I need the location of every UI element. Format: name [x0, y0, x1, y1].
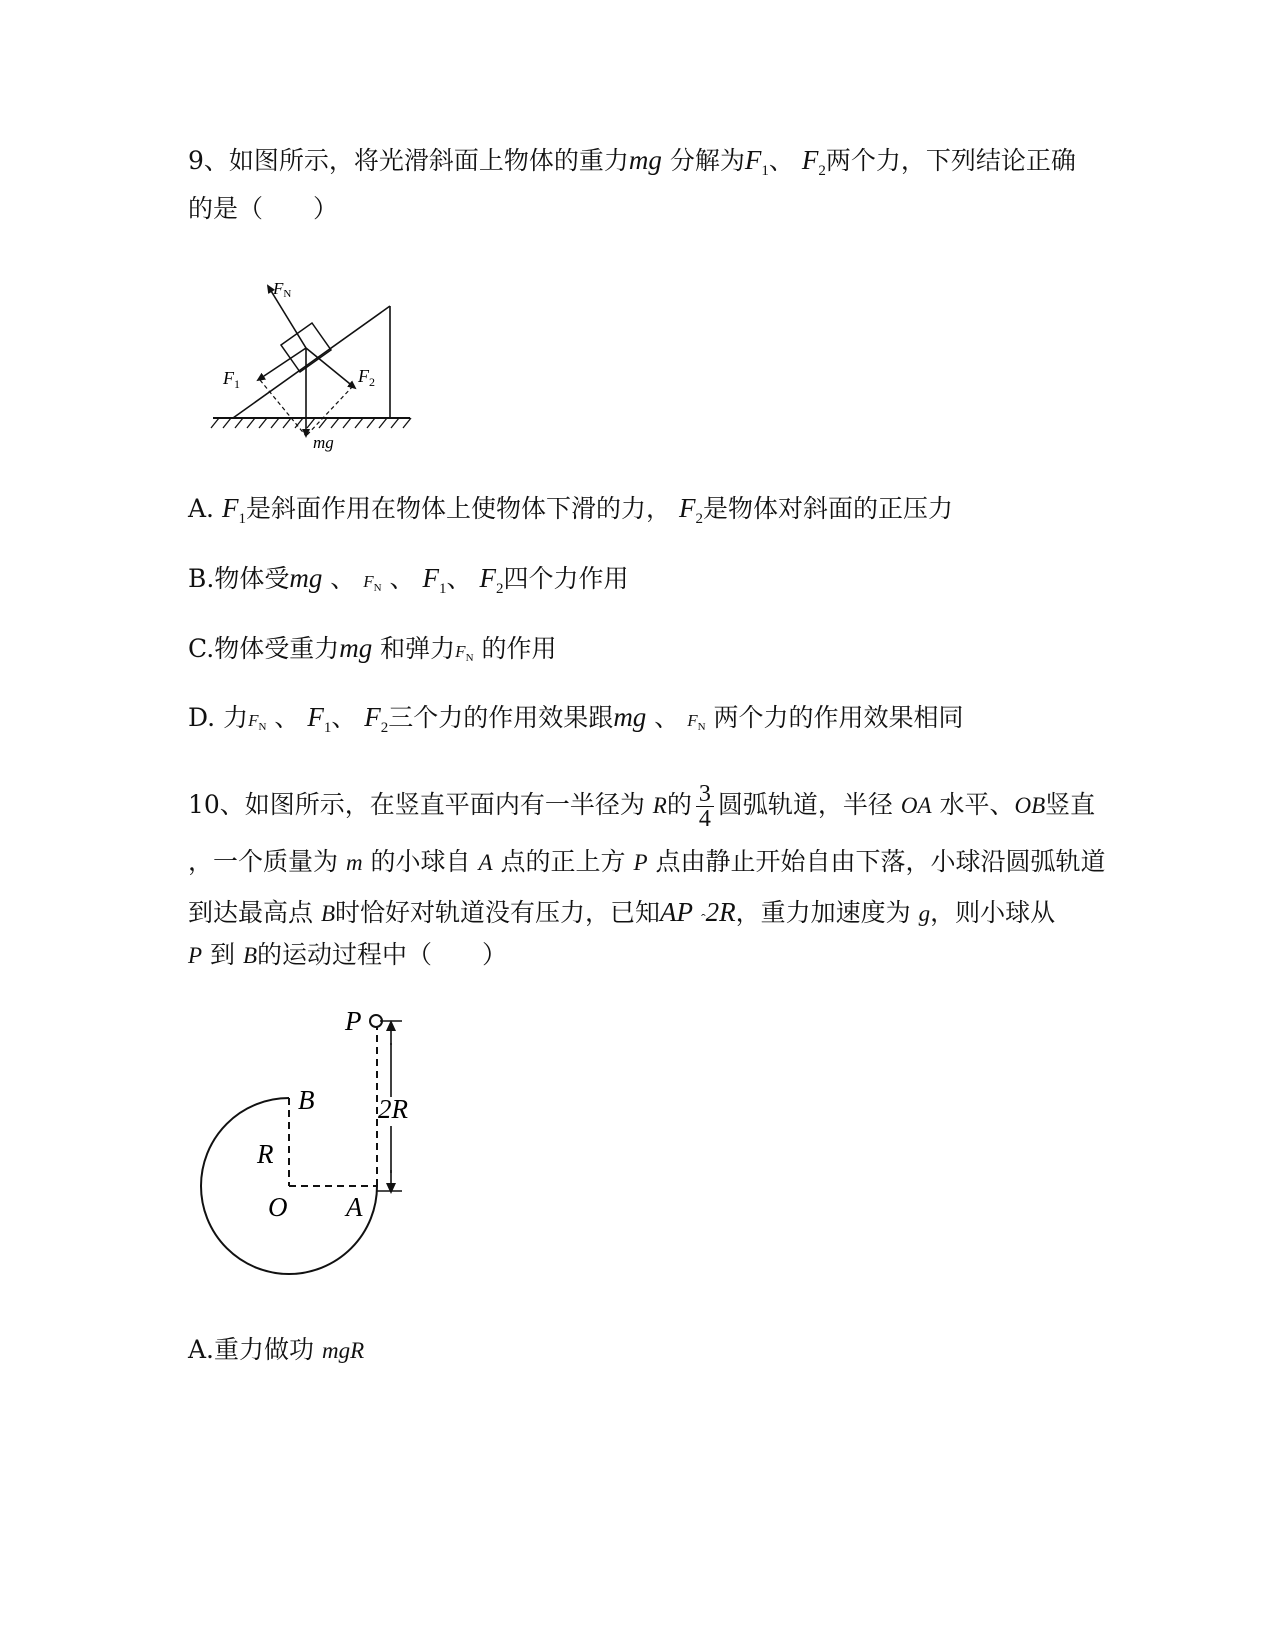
option-label: A.: [188, 494, 215, 523]
option-text: 和弹力: [380, 634, 456, 663]
f1-symbol: $F_1$: [744, 145, 769, 179]
option-label: B.: [188, 564, 215, 593]
f2-symbol: $F_2$: [479, 563, 504, 597]
separator: 、: [446, 564, 472, 593]
q10-stem-text: 时恰好对轨道没有压力，已知: [335, 898, 661, 927]
q10-stem-text: 10、如图所示，在竖直平面内有一半径为: [188, 790, 645, 819]
q9-stem-line2: 的是（ ）: [188, 194, 339, 223]
two-r-value: 2R: [705, 897, 736, 927]
option-label: A.: [188, 1335, 215, 1364]
q9-stem-text: 9、如图所示，将光滑斜面上物体的重力: [188, 146, 629, 175]
q9-option-b: [188, 561, 628, 606]
option-label: C.: [188, 634, 215, 663]
mgr-symbol: mgR: [321, 1338, 365, 1363]
q10-stem-text: 点的正上方: [500, 847, 626, 876]
fn-symbol: $F_N$: [363, 572, 382, 594]
mg-symbol: mg: [339, 633, 373, 663]
q10-stem-text: 点由静止开始自由下落，小球沿圆弧轨道: [655, 847, 1106, 876]
f2-arrow: [306, 348, 355, 388]
q10-stem-line2: [188, 845, 1106, 880]
r-label: R: [257, 1139, 274, 1169]
g-symbol: g: [918, 901, 931, 926]
f1-symbol: $F_1$: [422, 563, 447, 597]
q10-stem-text: 水平、: [939, 790, 1015, 819]
ground-hatching: [211, 418, 411, 428]
f2-label: $F_2$: [358, 366, 375, 389]
q10-stem-text: 到: [210, 940, 236, 969]
q10-stem-line1: [188, 782, 1095, 831]
separator: 、: [381, 564, 415, 593]
q10-track-figure: [190, 1005, 420, 1305]
r-symbol: R: [652, 793, 667, 818]
f1-symbol: $F_1$: [307, 702, 332, 736]
q9-stem-text: 两个力，下列结论正确: [825, 146, 1076, 175]
f1-symbol: $F_1$: [221, 493, 246, 527]
f2-symbol: $F_2$: [364, 702, 389, 736]
dashed-line: [306, 386, 353, 436]
p-symbol: P: [633, 850, 648, 875]
option-text: 四个力作用: [503, 564, 629, 593]
option-text: 两个力的作用效果相同: [713, 703, 964, 732]
p-label: P: [345, 1006, 362, 1036]
q9-option-a: [188, 491, 953, 536]
two-r-label: 2R: [378, 1094, 408, 1124]
a-label: A: [346, 1192, 363, 1222]
p-symbol: P: [188, 943, 203, 968]
q10-option-a: [188, 1333, 364, 1368]
option-label: D.: [188, 703, 216, 732]
q10-stem-text: 竖直: [1045, 790, 1096, 819]
option-text: 力: [223, 703, 249, 732]
fn-symbol: $F_N$: [687, 711, 706, 733]
o-label: O: [268, 1192, 288, 1222]
f1-arrow: [258, 348, 306, 380]
b-label: B: [298, 1085, 315, 1115]
oa-symbol: OA: [900, 793, 932, 818]
q10-stem-text: ，重力加速度为: [735, 898, 911, 927]
fn-symbol: $F_N$: [248, 711, 267, 733]
mg-label: mg: [313, 433, 334, 452]
garbled-symbol: ꞈ: [701, 901, 706, 917]
q10-stem-text: ，一个质量为: [188, 847, 339, 876]
m-symbol: m: [345, 850, 363, 875]
q10-stem-text: ，则小球从: [930, 898, 1056, 927]
q9-option-c: [188, 631, 556, 675]
q9-option-d: [188, 700, 964, 745]
option-text: 物体受: [214, 564, 290, 593]
q9-stem-line1: [188, 143, 1076, 188]
fn-symbol: $F_N$: [455, 642, 474, 664]
f2-symbol: $F_2$: [678, 493, 703, 527]
fraction-three-quarters: $\frac{3}{4}$: [696, 782, 714, 831]
q10-stem-line3: [188, 892, 1055, 931]
q10-stem-line4: [188, 938, 507, 973]
option-text: 三个力的作用效果跟: [388, 703, 614, 732]
q10-stem-text: 的: [666, 790, 692, 819]
a-symbol: A: [478, 850, 493, 875]
separator: 、: [266, 703, 300, 732]
q10-stem-text: 的小球自: [370, 847, 471, 876]
f1-label: $F_1$: [223, 368, 240, 391]
separator: 、: [322, 564, 356, 593]
mg-symbol: mg: [289, 563, 323, 593]
fn-label: FN: [273, 279, 292, 300]
q9-incline-figure: [205, 268, 415, 458]
q10-stem-text: 的运动过程中（ ）: [257, 940, 508, 969]
q10-stem-text: 到达最高点: [188, 898, 314, 927]
q9-stem-text: 分解为: [669, 146, 745, 175]
ap-symbol: AP: [660, 897, 694, 927]
separator: 、: [768, 146, 794, 175]
option-text: 是斜面作用在物体上使物体下滑的力，: [245, 494, 671, 523]
b-symbol: B: [242, 943, 258, 968]
mg-symbol: mg: [628, 145, 662, 175]
option-text: 的作用: [481, 634, 557, 663]
option-text: 是物体对斜面的正压力: [702, 494, 953, 523]
f2-symbol: $F_2$: [801, 145, 826, 179]
b-symbol: B: [320, 901, 336, 926]
q10-stem-text: 圆弧轨道，半径: [717, 790, 893, 819]
mg-symbol: mg: [613, 702, 647, 732]
separator: 、: [646, 703, 680, 732]
option-text: 物体受重力: [214, 634, 340, 663]
ob-symbol: OB: [1014, 793, 1046, 818]
separator: 、: [331, 703, 357, 732]
option-text: 重力做功: [214, 1335, 315, 1364]
